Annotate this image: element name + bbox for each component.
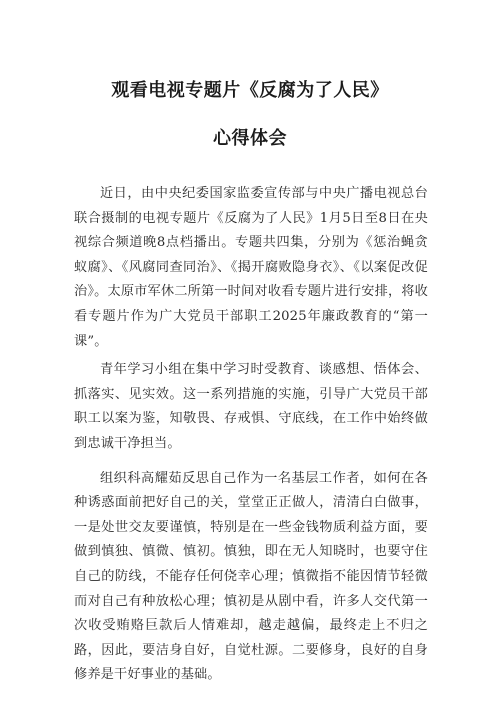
- document-body: [74, 182, 428, 688]
- document-subtitle: 心得体会: [213, 128, 287, 149]
- paragraph: 组织科高耀茹反思自己作为一名基层工作者，如何在各种诱惑面前把好自己的关，堂堂正正做人，清清白白做事，一是处世交友要谨慎，特别是在一些金钱物质利益方面，要做到慎独、慎微、慎初。慎独，即在无人知晓时，也要守住自己的防线，不能存任何侥幸心理；慎微指不能因情节轻微而对自己有种放松心理；慎初是从剧中看，许多人交代第一次收受贿赂巨款后人情难却，越走越偏，最终走上不归之路，因此，要洁身自好，自觉杜源。二要修身，良好的自身修养是干好事业的基础。: [74, 470, 428, 683]
- paragraph: 青年学习小组在集中学习时受教育、谈感想、悟体会、抓落实、见实效。这一系列措施的实施，引导广大党员干部职工以案为鉴，知敬畏、存戒惧、守底线，在工作中始终做到忠诚干净担当。: [74, 362, 428, 451]
- paragraph: 近日，由中央纪委国家监委宣传部与中央广播电视总台联合摄制的电视专题片《反腐为了人民》1月5日至8日在央视综合频道晚8点档播出。专题共四集，分别为《惩治蝇贪蚁腐》、《风腐同查同治》、《揭开腐败隐身衣》、《以案促改促治》。太原市军休二所第一时间对收看专题片进行安排，将收看专题片作为广大党员干部职工2025年廉政教育的“第一课”。: [74, 186, 428, 349]
- document-title: 观看电视专题片《反腐为了人民》: [111, 80, 389, 101]
